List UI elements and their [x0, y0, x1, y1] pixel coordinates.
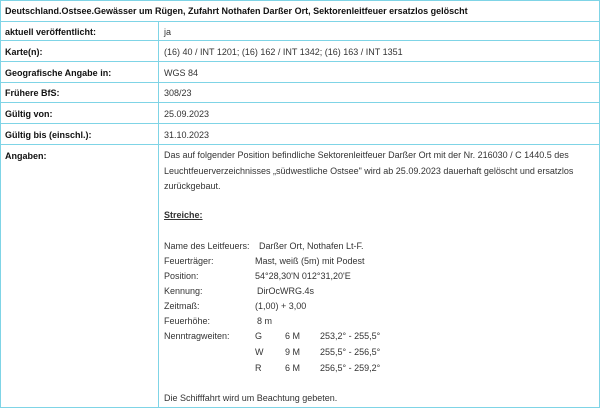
row-charts — [1, 41, 599, 62]
row-value: 308/23 — [164, 88, 192, 98]
detail-value: 8 m — [257, 316, 273, 326]
intro-line: Leuchtfeuerverzeichnisses „südwestliche Ostsee" wird ab 25.09.2023 dauerhaft gelöscht und ersatzlos — [164, 165, 574, 176]
detail-value: 54°28,30'N 012°31,20'E — [255, 271, 351, 281]
notice-title-row — [1, 1, 599, 22]
range-distance: 6 M — [285, 331, 301, 341]
range-color: W — [255, 347, 264, 357]
range-color: R — [255, 363, 262, 373]
angaben-intro — [164, 148, 573, 195]
detail-key: Feuerhöhe: — [164, 316, 211, 326]
row-label: Gültig bis (einschl.): — [5, 130, 92, 140]
detail-value: Mast, weiß (5m) mit Podest — [255, 256, 365, 266]
detail-key: Zeitmaß: — [164, 301, 200, 311]
range-sector: 255,5° - 256,5° — [320, 347, 381, 357]
range-sector: 256,5° - 259,2° — [320, 363, 381, 373]
range-color: G — [255, 331, 263, 341]
intro-line: zurückgebaut. — [164, 181, 221, 191]
row-published — [1, 22, 599, 41]
streiche-heading: Streiche: — [164, 210, 203, 220]
range-distance: 6 M — [285, 363, 301, 373]
row-label: aktuell veröffentlicht: — [5, 27, 97, 37]
detail-value: Darßer Ort, Nothafen Lt-F. — [259, 241, 364, 251]
detail-value: (1,00) + 3,00 — [255, 301, 307, 311]
detail-value: DirOcWRG.4s — [257, 286, 314, 296]
range-sector: 253,2° - 255,5° — [320, 331, 381, 341]
angaben-label: Angaben: — [5, 151, 47, 161]
row-value: 25.09.2023 — [164, 109, 210, 119]
closing-note: Die Schifffahrt wird um Beachtung gebeten. — [164, 393, 338, 403]
row-label: Gültig von: — [5, 109, 53, 119]
row-value: 31.10.2023 — [164, 130, 210, 140]
detail-key: Position: — [164, 271, 199, 281]
range-distance: 9 M — [285, 347, 301, 357]
notice-title: Deutschland.Ostsee.Gewässer um Rügen, Zufahrt Nothafen Darßer Ort, Sektorenleitfeuer ersatzlos gelöscht — [5, 6, 468, 16]
detail-key: Name des Leitfeuers: — [164, 241, 250, 251]
row-value: ja — [164, 27, 172, 37]
row-geo — [1, 62, 599, 83]
intro-line: Das auf folgender Position befindliche Sektorenleitfeuer Darßer Ort mit der Nr. 216030 / C 1440.5 des — [164, 150, 569, 160]
row-valid-until — [1, 124, 599, 145]
row-valid-from — [1, 103, 599, 124]
detail-key: Nenntragweiten: — [164, 331, 230, 341]
row-value: (16) 40 / INT 1201; (16) 162 / INT 1342; (16) 163 / INT 1351 — [164, 47, 403, 57]
row-label: Frühere BfS: — [5, 88, 60, 98]
row-previous — [1, 83, 599, 103]
row-value: WGS 84 — [164, 68, 199, 78]
detail-key: Kennung: — [164, 286, 203, 296]
row-label: Geografische Angabe in: — [5, 68, 112, 78]
row-label: Karte(n): — [5, 47, 43, 57]
detail-key: Feuerträger: — [164, 256, 214, 266]
